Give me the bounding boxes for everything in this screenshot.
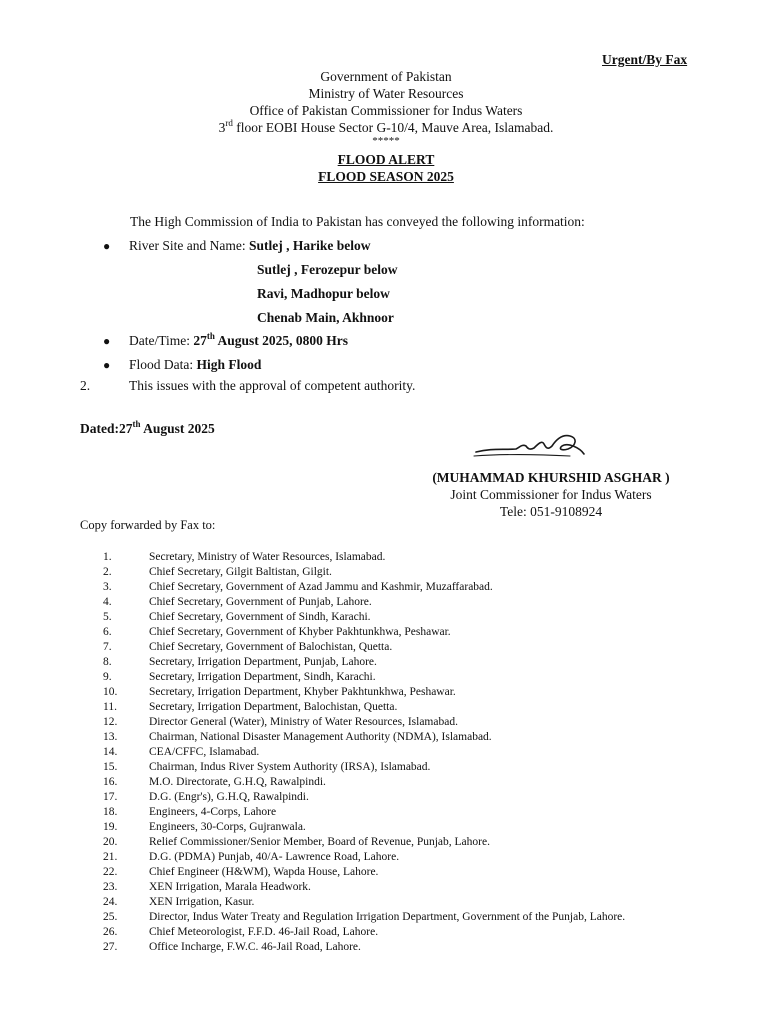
address-rest: floor EOBI House Sector G-10/4, Mauve Area, Islamabad.	[232, 120, 554, 135]
river-site-2: Sutlej , Ferozepur below	[257, 262, 398, 277]
list-item	[103, 655, 703, 670]
list-item-text: Director, Indus Water Treaty and Regulation Irrigation Department, Government of the Punjab, Lahore.	[149, 911, 626, 923]
list-item-text: Secretary, Irrigation Department, Punjab, Lahore.	[149, 656, 377, 668]
urgency-label: Urgent/By Fax	[602, 52, 688, 67]
list-item-text: Chief Secretary, Government of Khyber Pakhtunkhwa, Peshawar.	[149, 626, 451, 638]
flood-alert-title: FLOOD ALERT	[337, 152, 435, 167]
list-item-number: 15.	[103, 761, 118, 773]
list-item	[103, 865, 703, 880]
list-item-text: Chief Secretary, Government of Balochistan, Quetta.	[149, 641, 393, 653]
list-item-number: 20.	[103, 836, 118, 848]
address-sup: rd	[225, 117, 233, 128]
list-item	[103, 625, 703, 640]
list-item-number: 19.	[103, 821, 118, 833]
river-site-bullet	[103, 238, 370, 254]
list-item-text: XEN Irrigation, Kasur.	[149, 896, 255, 908]
distribution-list	[103, 550, 703, 955]
date-time-value	[193, 330, 349, 348]
list-item	[103, 595, 703, 610]
river-site-label: River Site and Name:	[129, 238, 249, 253]
list-item-text: Chief Secretary, Gilgit Baltistan, Gilgit.	[149, 566, 332, 578]
flood-data-value: High Flood	[196, 357, 262, 372]
list-item-text: Chairman, National Disaster Management Authority (NDMA), Islamabad.	[149, 731, 492, 743]
list-item-text: Office Incharge, F.W.C. 46-Jail Road, Lahore.	[149, 941, 361, 953]
list-item	[103, 790, 703, 805]
list-item	[103, 610, 703, 625]
list-item	[103, 685, 703, 700]
list-item-number: 16.	[103, 776, 118, 788]
address-line	[0, 117, 772, 136]
list-item	[103, 910, 703, 925]
list-item	[103, 925, 703, 940]
river-site-3: Ravi, Madhopur below	[257, 286, 390, 301]
list-item-number: 12.	[103, 716, 118, 728]
list-item-text: Engineers, 30-Corps, Gujranwala.	[149, 821, 306, 833]
list-item-text: Relief Commissioner/Senior Member, Board of Revenue, Punjab, Lahore.	[149, 836, 490, 848]
list-item-text: CEA/CFFC, Islamabad.	[149, 746, 260, 758]
stars-divider: *****	[372, 135, 400, 147]
list-item-text: Chief Secretary, Government of Punjab, Lahore.	[149, 596, 372, 608]
list-item-number: 7.	[103, 641, 112, 653]
list-item	[103, 580, 703, 595]
list-item-number: 18.	[103, 806, 118, 818]
list-item	[103, 745, 703, 760]
bullet-dot-icon: ●	[103, 334, 111, 348]
signature-image	[472, 430, 592, 464]
list-item-text: Chief Secretary, Government of Sindh, Karachi.	[149, 611, 371, 623]
list-item-text: Engineers, 4-Corps, Lahore	[149, 806, 277, 818]
list-item-text: Chairman, Indus River System Authority (IRSA), Islamabad.	[149, 761, 431, 773]
intro-text: The High Commission of India to Pakistan has conveyed the following information:	[130, 214, 585, 229]
list-item-number: 1.	[103, 551, 112, 563]
list-item-number: 9.	[103, 671, 112, 683]
list-item	[103, 820, 703, 835]
list-item	[103, 850, 703, 865]
list-item	[103, 640, 703, 655]
date-sup: th	[206, 330, 215, 341]
list-item-number: 6.	[103, 626, 112, 638]
list-item-text: Director General (Water), Ministry of Water Resources, Islamabad.	[149, 716, 458, 728]
list-item-number: 10.	[103, 686, 118, 698]
approval-text: This issues with the approval of competent authority.	[129, 378, 416, 393]
list-item-number: 3.	[103, 581, 112, 593]
list-item-number: 11.	[103, 701, 117, 713]
list-item-number: 14.	[103, 746, 118, 758]
list-item	[103, 775, 703, 790]
list-item-number: 26.	[103, 926, 118, 938]
list-item-number: 17.	[103, 791, 118, 803]
list-item-number: 8.	[103, 656, 112, 668]
river-site-1: Sutlej , Harike below	[248, 238, 371, 253]
list-item	[103, 940, 703, 955]
list-item	[103, 805, 703, 820]
list-item-number: 24.	[103, 896, 118, 908]
paragraph-number: 2.	[80, 378, 91, 393]
dated-label: Dated:27	[80, 421, 133, 436]
flood-season-title: FLOOD SEASON 2025	[318, 169, 454, 184]
ministry-line: Ministry of Water Resources	[308, 86, 464, 101]
flood-data-label: Flood Data:	[129, 357, 197, 372]
list-item	[103, 895, 703, 910]
list-item-text: Secretary, Ministry of Water Resources, Islamabad.	[149, 551, 386, 563]
signatory-designation: Joint Commissioner for Indus Waters	[450, 487, 652, 502]
bullet-dot-icon: ●	[103, 239, 111, 253]
dated-rest: August 2025	[140, 421, 215, 436]
list-item	[103, 550, 703, 565]
date-day: 27	[193, 333, 207, 348]
date-rest: August 2025, 0800 Hrs	[214, 333, 349, 348]
list-item	[103, 700, 703, 715]
date-time-bullet	[103, 330, 349, 349]
list-item-number: 23.	[103, 881, 118, 893]
bullet-dot-icon: ●	[103, 358, 111, 372]
list-item-number: 22.	[103, 866, 118, 878]
list-item	[103, 565, 703, 580]
list-item-text: D.G. (PDMA) Punjab, 40/A- Lawrence Road, Lahore.	[149, 851, 400, 863]
list-item-text: Secretary, Irrigation Department, Sindh, Karachi.	[149, 671, 376, 683]
list-item-number: 13.	[103, 731, 118, 743]
list-item	[103, 760, 703, 775]
copy-forwarded-heading: Copy forwarded by Fax to:	[80, 518, 216, 532]
list-item-text: M.O. Directorate, G.H.Q, Rawalpindi.	[149, 776, 326, 788]
list-item-number: 21.	[103, 851, 118, 863]
list-item	[103, 670, 703, 685]
signatory-name: (MUHAMMAD KHURSHID ASGHAR )	[432, 470, 670, 485]
list-item-text: Chief Engineer (H&WM), Wapda House, Lahore.	[149, 866, 379, 878]
list-item	[103, 730, 703, 745]
list-item	[103, 835, 703, 850]
river-site-4: Chenab Main, Akhnoor	[257, 310, 394, 325]
government-line: Government of Pakistan	[320, 69, 452, 84]
list-item-number: 4.	[103, 596, 112, 608]
list-item-text: D.G. (Engr's), G.H.Q, Rawalpindi.	[149, 791, 309, 803]
list-item-text: Secretary, Irrigation Department, Khyber Pakhtunkhwa, Peshawar.	[149, 686, 456, 698]
signatory-telephone: Tele: 051-9108924	[499, 504, 603, 519]
list-item-number: 2.	[103, 566, 112, 578]
list-item-text: Chief Secretary, Government of Azad Jammu and Kashmir, Muzaffarabad.	[149, 581, 493, 593]
address-prefix: 3	[218, 120, 226, 135]
list-item	[103, 880, 703, 895]
list-item-number: 25.	[103, 911, 118, 923]
dated-line	[80, 418, 215, 437]
approval-paragraph	[80, 378, 415, 394]
date-time-label: Date/Time:	[129, 333, 194, 348]
list-item	[103, 715, 703, 730]
list-item-number: 27.	[103, 941, 118, 953]
office-line: Office of Pakistan Commissioner for Indus Waters	[249, 103, 523, 118]
list-item-text: Secretary, Irrigation Department, Balochistan, Quetta.	[149, 701, 398, 713]
list-item-text: XEN Irrigation, Marala Headwork.	[149, 881, 311, 893]
list-item-text: Chief Meteorologist, F.F.D. 46-Jail Road, Lahore.	[149, 926, 379, 938]
dated-sup: th	[132, 418, 141, 429]
flood-data-bullet	[103, 357, 261, 373]
list-item-number: 5.	[103, 611, 112, 623]
